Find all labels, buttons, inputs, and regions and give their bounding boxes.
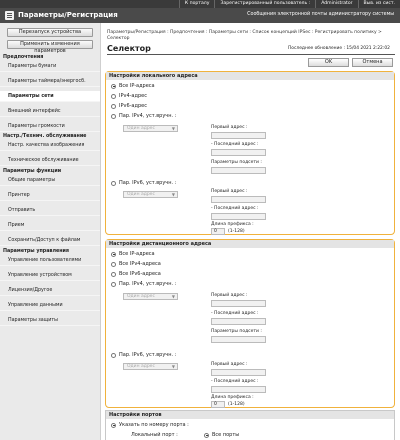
- logout-link[interactable]: Выв. из сист.: [358, 0, 400, 8]
- remote-address-section: [105, 239, 395, 408]
- remote-ipv4-type-select[interactable]: Один адрес ▼: [123, 293, 178, 300]
- local-prefix-label: Длина префикса :: [211, 222, 254, 227]
- local-manual-ipv6-option[interactable]: Пар. IPv6, уст.вручн. :: [111, 180, 176, 186]
- apply-changes-button[interactable]: Применить изменения параметров: [7, 40, 93, 49]
- radio-selected-icon[interactable]: [111, 84, 116, 89]
- sidebar-item-network[interactable]: Параметры сети: [0, 91, 100, 102]
- local-ipv4-option[interactable]: IPv4-адрес: [111, 93, 147, 99]
- all-ports-option[interactable]: Все порты: [204, 432, 239, 438]
- sidebar-item-store-access[interactable]: Сохранить/Доступ к файлам: [0, 235, 100, 246]
- sidebar-item-license[interactable]: Лицензия/Другое: [0, 285, 100, 296]
- chevron-down-icon: ▼: [171, 294, 175, 299]
- last-updated: Последнее обновление : 15/04 2021 2:22:02: [288, 46, 390, 51]
- remote-ipv6-last-label: - Последний адрес :: [211, 379, 259, 384]
- sidebar-item-common[interactable]: Общие параметры: [0, 175, 100, 186]
- remote-ipv4-subnet-label: Параметры подсети :: [211, 329, 262, 334]
- radio-selected-icon[interactable]: [204, 433, 209, 438]
- chevron-down-icon: ▼: [171, 126, 175, 131]
- admin-email-link[interactable]: Сообщения электронной почты администратору системы: [247, 12, 394, 17]
- radio-icon[interactable]: [111, 114, 116, 119]
- sidebar-item-paper[interactable]: Параметры бумаги: [0, 61, 100, 72]
- local-ipv6-type-select[interactable]: Один адрес ▼: [123, 191, 178, 198]
- remote-ipv4-last-input[interactable]: [211, 318, 266, 325]
- local-address-heading: Настройки локального адреса: [106, 72, 394, 80]
- sidebar-item-service[interactable]: Техническое обслуживание: [0, 155, 100, 166]
- page-title: Селектор: [107, 44, 151, 53]
- local-ipv4-subnet-label: Параметры подсети :: [211, 160, 262, 165]
- local-ipv4-first-label: Первый адрес :: [211, 125, 248, 130]
- sidebar-item-device[interactable]: Управление устройством: [0, 270, 100, 281]
- remote-ipv4-first-label: Первый адрес :: [211, 293, 248, 298]
- local-ipv4-first-input[interactable]: [211, 132, 266, 139]
- user-label: Зарегистрированный пользователь :: [214, 0, 315, 8]
- sidebar-group-management: Параметры управления: [3, 249, 69, 254]
- sidebar-item-data[interactable]: Управление данными: [0, 300, 100, 311]
- sidebar-item-printer[interactable]: Принтер: [0, 190, 100, 201]
- sidebar-group-functions: Параметры функции: [3, 169, 62, 174]
- restart-device-button[interactable]: Перезапуск устройства: [7, 28, 93, 37]
- remote-address-heading: Настройки дистанционного адреса: [106, 240, 394, 248]
- sidebar-item-volume[interactable]: Параметры громкости: [0, 121, 100, 132]
- local-ipv6-first-label: Первый адрес :: [211, 189, 248, 194]
- local-ipv6-last-input[interactable]: [211, 213, 266, 220]
- settings-logo-icon: [5, 11, 14, 20]
- local-all-ip-option[interactable]: Все IP-адреса: [111, 83, 155, 89]
- sidebar-item-security[interactable]: Параметры защиты: [0, 315, 100, 326]
- port-settings-heading: Настройки портов: [106, 411, 394, 419]
- top-bar: [0, 0, 400, 8]
- remote-ipv4-first-input[interactable]: [211, 300, 266, 307]
- radio-icon[interactable]: [111, 104, 116, 109]
- sidebar-item-timer[interactable]: Параметры таймера/энергосб.: [0, 76, 100, 87]
- local-ipv6-first-input[interactable]: [211, 196, 266, 203]
- radio-selected-icon[interactable]: [111, 423, 116, 428]
- port-by-number-option[interactable]: Указать по номеру порта :: [111, 422, 189, 428]
- radio-icon[interactable]: [111, 262, 116, 267]
- remote-ipv6-type-select[interactable]: Один адрес ▼: [123, 363, 178, 370]
- radio-selected-icon[interactable]: [111, 252, 116, 257]
- local-port-label: Локальный порт :: [131, 432, 178, 438]
- radio-icon[interactable]: [111, 272, 116, 277]
- local-ipv4-last-input[interactable]: [211, 149, 266, 156]
- portal-link[interactable]: К порталу: [179, 0, 215, 8]
- sidebar-item-interface[interactable]: Внешний интерфейс: [0, 106, 100, 117]
- remote-prefix-input[interactable]: 0: [211, 401, 225, 408]
- local-ipv6-option[interactable]: IPv6-адрес: [111, 103, 147, 109]
- radio-icon[interactable]: [111, 94, 116, 99]
- user-name: Administrator: [315, 0, 357, 8]
- chevron-down-icon: ▼: [171, 192, 175, 197]
- sidebar-item-users[interactable]: Управление пользователями: [0, 255, 100, 266]
- local-ipv6-last-label: - Последний адрес :: [211, 206, 259, 211]
- sidebar-item-send[interactable]: Отправить: [0, 205, 100, 216]
- sidebar-item-receive[interactable]: Прием: [0, 220, 100, 231]
- local-ipv4-last-label: - Последний адрес :: [211, 142, 259, 147]
- local-address-section: [105, 71, 395, 235]
- remote-ipv6-last-input[interactable]: [211, 386, 266, 393]
- chevron-down-icon: ▼: [171, 364, 175, 369]
- radio-icon[interactable]: [111, 353, 116, 358]
- local-ipv4-type-select[interactable]: Один адрес ▼: [123, 125, 178, 132]
- ok-button[interactable]: OK: [308, 58, 349, 67]
- remote-ipv6-option[interactable]: Все IPv6-адреса: [111, 271, 161, 277]
- breadcrumb: Параметры/Регистрация : Предпочтения : Параметры сети : Список концепций IPSec : Регистрировать политику > Селектор: [107, 30, 382, 41]
- radio-icon[interactable]: [111, 282, 116, 287]
- sidebar: [0, 23, 101, 440]
- remote-manual-ipv6-option[interactable]: Пар. IPv6, уст.вручн. :: [111, 352, 176, 358]
- remote-ipv4-option[interactable]: Все IPv4-адреса: [111, 261, 161, 267]
- remote-ipv4-subnet-input[interactable]: [211, 336, 266, 343]
- sidebar-item-image-quality[interactable]: Настр. качества изображения: [0, 140, 100, 151]
- remote-ipv6-first-input[interactable]: [211, 369, 266, 376]
- remote-prefix-label: Длина префикса :: [211, 395, 254, 400]
- app-title: Параметры/Регистрация: [18, 11, 118, 19]
- port-settings-section: [105, 410, 395, 440]
- remote-manual-ipv4-option[interactable]: Пар. IPv4, уст.вручн. :: [111, 281, 176, 287]
- sidebar-group-preferences: Предпочтения: [3, 55, 44, 60]
- local-ipv4-subnet-input[interactable]: [211, 167, 266, 174]
- radio-icon[interactable]: [111, 181, 116, 186]
- cancel-button[interactable]: Отмена: [352, 58, 393, 67]
- local-prefix-input[interactable]: 0: [211, 228, 225, 235]
- remote-ipv6-first-label: Первый адрес :: [211, 362, 248, 367]
- title-divider: [107, 54, 395, 55]
- remote-ipv4-last-label: - Последний адрес :: [211, 311, 259, 316]
- local-prefix-range: (1-128): [228, 229, 245, 234]
- main-content: [102, 23, 400, 440]
- app-header: [0, 8, 400, 23]
- local-manual-ipv4-option[interactable]: Пар. IPv4, уст.вручн. :: [111, 113, 176, 119]
- remote-prefix-range: (1-128): [228, 402, 245, 407]
- remote-all-ip-option[interactable]: Все IP-адреса: [111, 251, 155, 257]
- sidebar-group-maintenance: Настр./Технич. обслуживание: [3, 134, 87, 139]
